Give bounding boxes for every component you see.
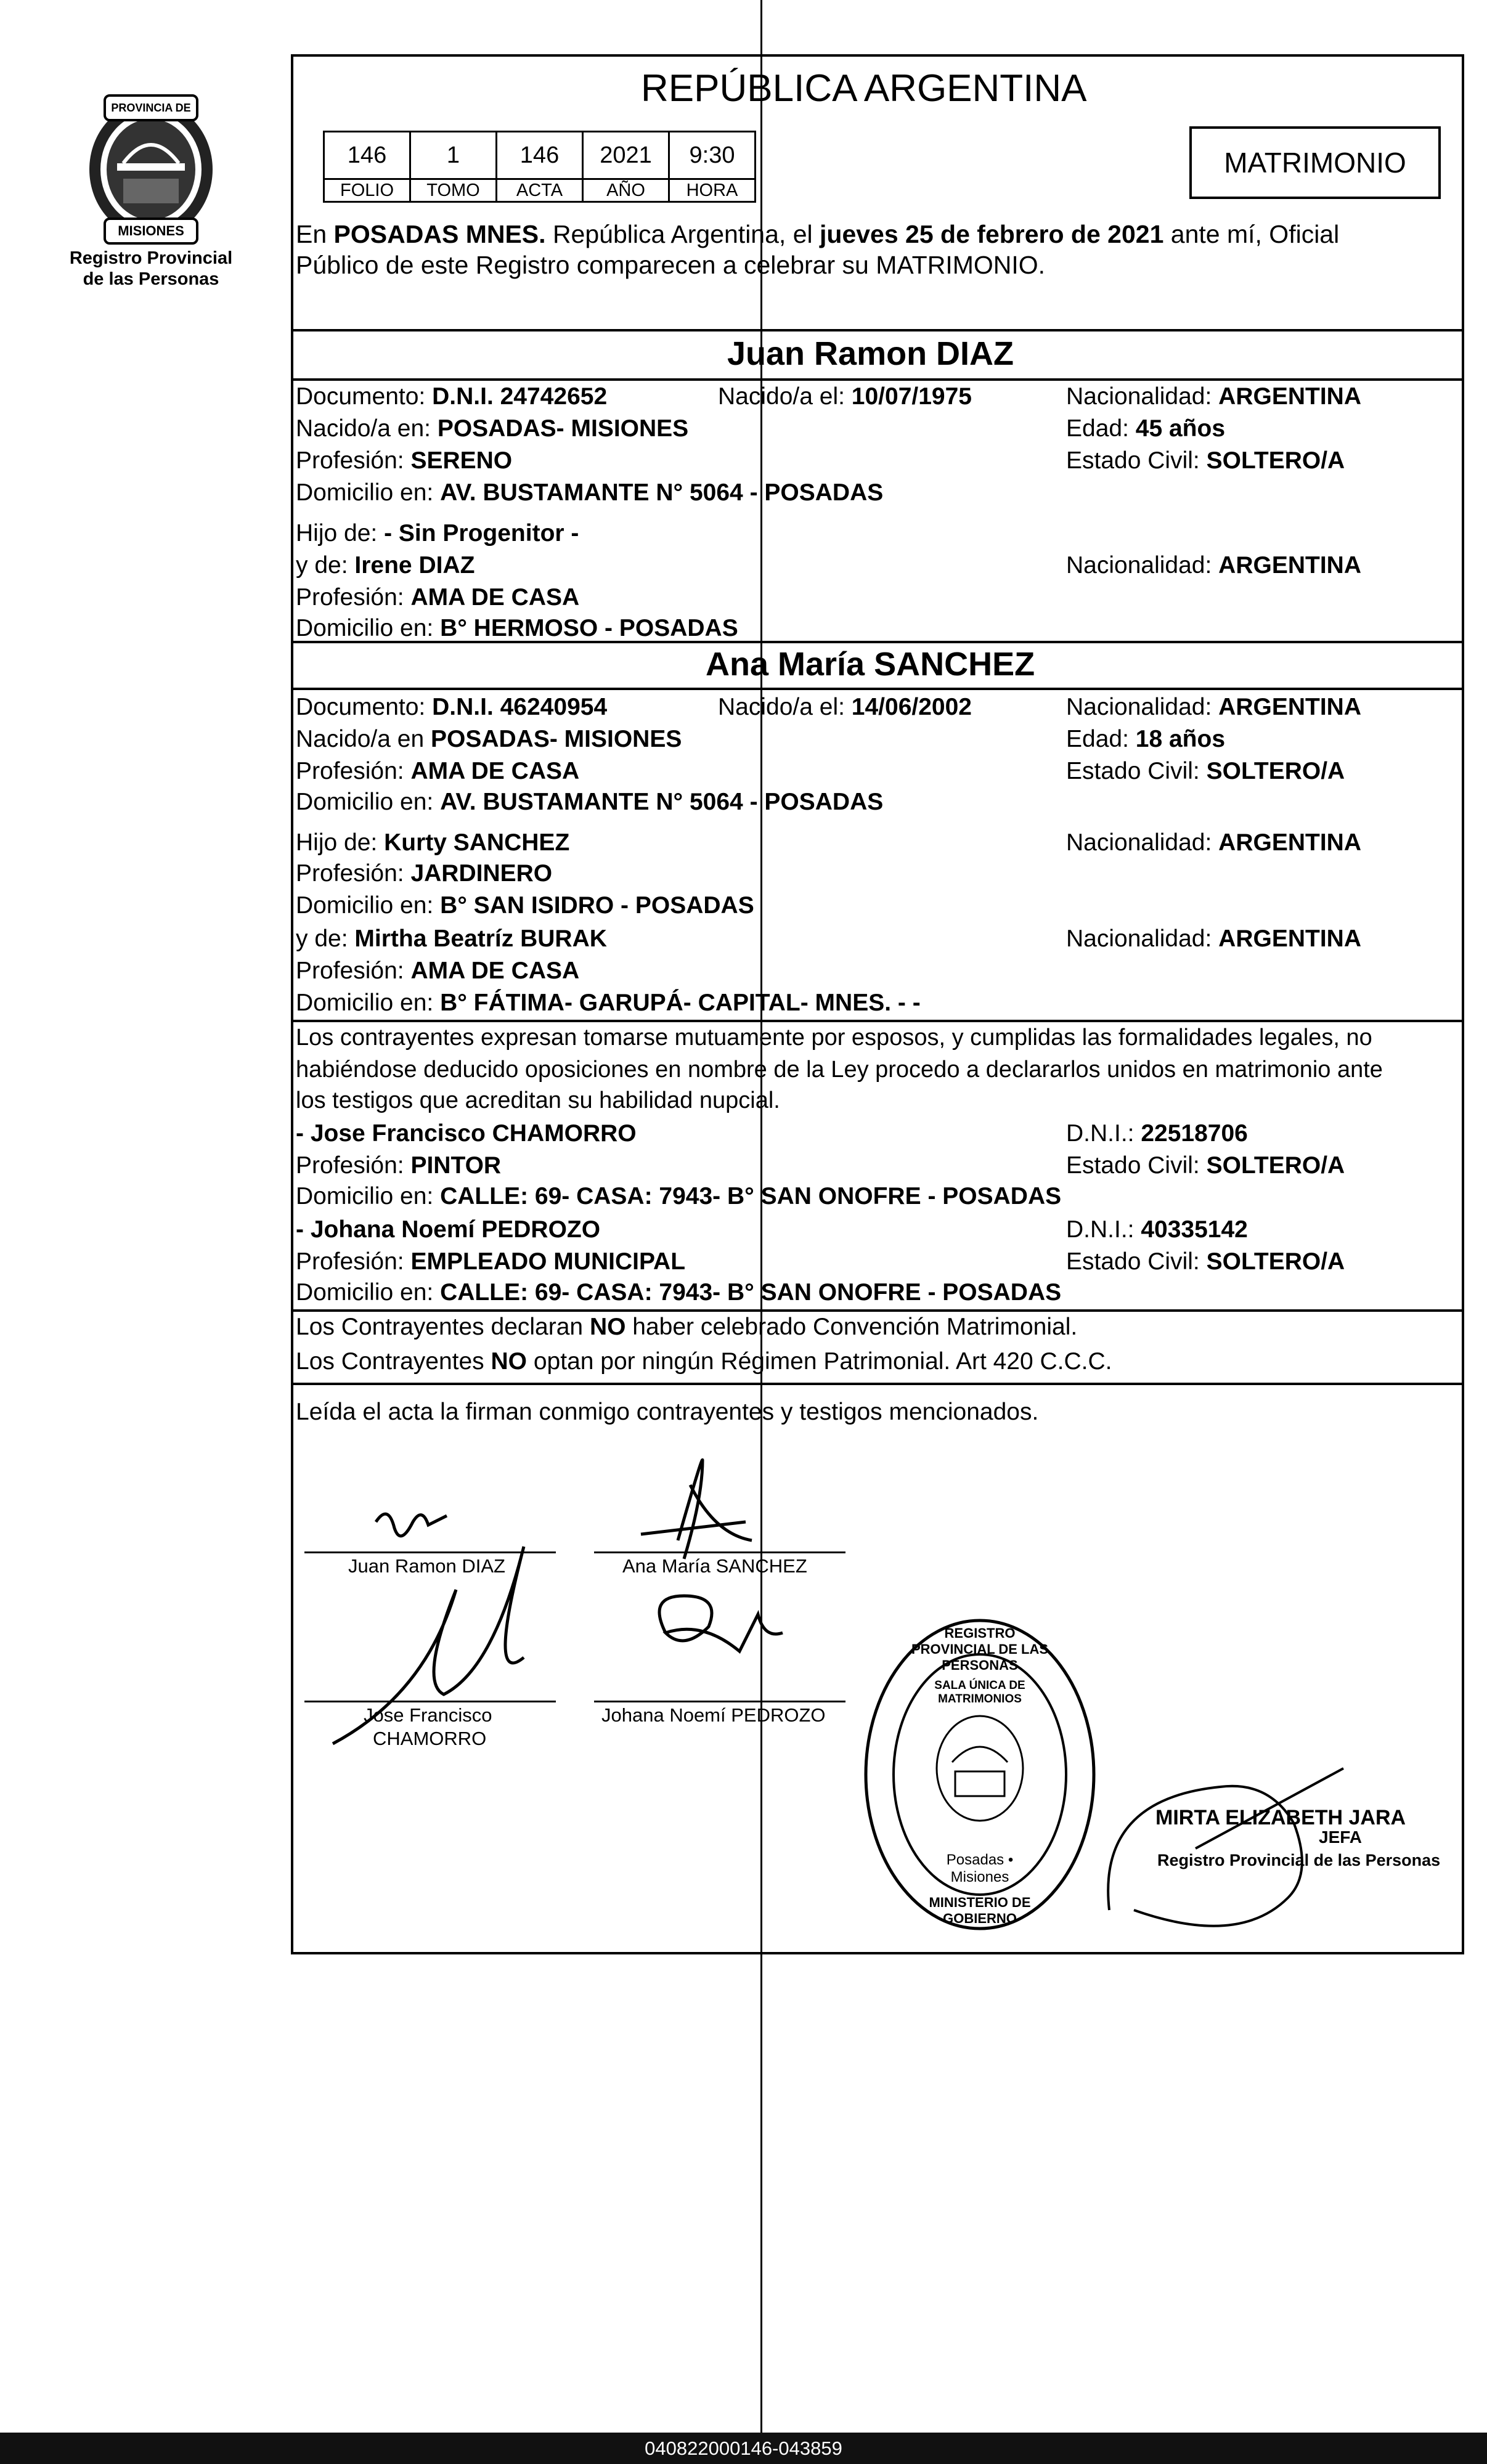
intro-suffix: ante mí, Oficial [1163,220,1340,248]
folio-value: 146 [323,131,411,180]
tomo-value: 1 [409,131,497,180]
hora-value: 9:30 [668,131,756,180]
label: Domicilio en: [296,615,441,641]
spouse1-mother-addr [296,614,738,643]
spouse1-name: Juan Ramon DIAZ [727,335,1014,372]
label: Nacionalidad: [1066,694,1219,720]
spouse1-addr [296,478,883,508]
value: - Sin Progenitor - [384,520,579,547]
value: 45 años [1135,415,1226,442]
intro-prefix: En [296,220,334,248]
intro-line-1 [296,219,1339,249]
seal-bottom-text: MINISTERIO DE GOBIERNO [929,1895,1031,1926]
value: ARGENTINA [1218,694,1362,720]
label: Nacionalidad: [1066,925,1219,952]
value: JARDINERO [410,860,553,887]
value: B° SAN ISIDRO - POSADAS [440,892,754,919]
signature-line-2 [594,1551,845,1553]
witness1-dni [1066,1119,1248,1149]
label: Domicilio en: [296,990,441,1016]
spouse2-father-nat [1066,828,1361,858]
intro-city: POSADAS MNES. [333,220,546,248]
spouse2-nat [1066,693,1361,722]
label: Domicilio en: [296,1183,441,1210]
value: D.N.I. 46240954 [432,694,608,720]
label: D.N.I.: [1066,1120,1141,1147]
witness1-addr [296,1182,1061,1211]
value: AMA DE CASA [410,958,580,984]
intro-line-2: Público de este Registro comparecen a celebrar su MATRIMONIO. [296,251,1046,279]
divider-2 [291,378,1464,381]
spouse1-mother [296,551,475,580]
spouse2-born [718,693,972,722]
spouse1-nat [1066,382,1361,412]
logo-caption [52,248,250,290]
text: Los Contrayentes [296,1348,491,1375]
label: Profesión: [296,447,411,474]
acta-label: ACTA [495,178,584,203]
label: Edad: [1066,726,1136,752]
province-logo [80,89,222,246]
country-title: REPÚBLICA ARGENTINA [641,67,1087,110]
value: CALLE: 69- CASA: 7943- B° SAN ONOFRE - POSADAS [440,1183,1062,1210]
label: Domicilio en: [296,1279,441,1306]
label: Profesión: [296,1248,411,1275]
spouse2-civil [1066,757,1345,786]
document-code: 040822000146-043859 [645,2438,842,2459]
spouse1-born [718,382,972,412]
value: Mirtha Beatríz BURAK [354,925,607,952]
seal-inner-text: SALA ÚNICA DE MATRIMONIOS [934,1679,1025,1706]
officer-office: Registro Provincial de las Personas [1157,1851,1441,1869]
text: Los Contrayentes declaran [296,1314,590,1340]
witness2-addr [296,1278,1061,1307]
label: Hijo de: [296,829,385,856]
label: D.N.I.: [1066,1216,1141,1243]
spouse2-prof [296,757,579,786]
signature-label-2: Ana María SANCHEZ [622,1555,807,1577]
label: Estado Civil: [1066,447,1207,474]
witness1-prof [296,1151,501,1181]
label: y de: [296,925,355,952]
hora-label: HORA [668,178,756,203]
value: SOLTERO/A [1206,758,1345,784]
tomo-label: TOMO [409,178,497,203]
closing-text: Leída el acta la firman conmigo contrayentes y testigos mencionados. [296,1399,1039,1425]
no: NO [491,1348,528,1375]
witness2-civil [1066,1247,1345,1277]
divider-1 [291,329,1464,331]
no: NO [589,1314,626,1340]
witness2-name: - Johana Noemí PEDROZO [296,1216,601,1243]
value: B° FÁTIMA- GARUPÁ- CAPITAL- MNES. - - [440,990,921,1016]
logo-caption-line-1: Registro Provincial [69,248,233,268]
logo-text-top: PROVINCIA DE [111,102,191,114]
value: 22518706 [1141,1120,1248,1147]
value: CALLE: 69- CASA: 7943- B° SAN ONOFRE - POSADAS [440,1279,1062,1306]
label: Profesión: [296,860,411,887]
spouse2-father [296,828,569,858]
spouse1-age [1066,414,1225,444]
text: haber celebrado Convención Matrimonial. [625,1314,1078,1340]
text: optan por ningún Régimen Patrimonial. Art 420 C.C.C. [527,1348,1112,1375]
declaration-line-2: habiéndose deducido oposiciones en nombre de la Ley procedo a declararlos unidos en matrimonio ante [296,1057,1383,1083]
spouse1-civil [1066,446,1345,476]
value: SOLTERO/A [1206,447,1345,474]
officer-title: JEFA [1319,1828,1363,1847]
intro-mid: República Argentina, el [545,220,820,248]
value: PINTOR [410,1152,502,1179]
spouse2-mother-nat [1066,924,1361,954]
value: AMA DE CASA [410,584,580,611]
spouse1-mother-nat [1066,551,1361,580]
spouse2-mother-addr [296,988,921,1018]
value: POSADAS- MISIONES [437,415,689,442]
label: Profesión: [296,584,411,611]
acta-value: 146 [495,131,584,180]
label: Estado Civil: [1066,1152,1207,1179]
label: Estado Civil: [1066,1248,1207,1275]
signature-line-1 [304,1551,556,1553]
value: SERENO [410,447,513,474]
signature-label-4: Johana Noemí PEDROZO [601,1704,826,1726]
declaration-line-3: los testigos que acreditan su habilidad nupcial. [296,1088,780,1113]
value: 18 años [1135,726,1226,752]
value: AV. BUSTAMANTE N° 5064 - POSADAS [440,479,884,506]
label: Domicilio en: [296,892,441,919]
label: Domicilio en: [296,789,441,815]
value: AV. BUSTAMANTE N° 5064 - POSADAS [440,789,884,815]
witness1-civil [1066,1151,1345,1181]
divider-4 [291,688,1464,690]
spouse2-name: Ana María SANCHEZ [706,646,1035,683]
label: Nacido/a el: [718,383,852,410]
label: Nacionalidad: [1066,829,1219,856]
declaration-line-1: Los contrayentes expresan tomarse mutuamente por esposos, y cumplidas las formalidades legales, no [296,1025,1372,1051]
value: ARGENTINA [1218,925,1362,952]
intro-date: jueves 25 de febrero de 2021 [820,220,1164,248]
witness1-name: - Jose Francisco CHAMORRO [296,1120,637,1147]
witness2-dni [1066,1215,1248,1245]
spouse1-doc [296,382,607,412]
value: EMPLEADO MUNICIPAL [410,1248,686,1275]
seal-city-text: Posadas • Misiones [946,1852,1014,1885]
logo-caption-line-2: de las Personas [83,269,219,289]
value: Kurty SANCHEZ [384,829,570,856]
convention-line-2 [296,1347,1112,1376]
label: Nacionalidad: [1066,552,1219,579]
value: ARGENTINA [1218,552,1362,579]
signature-4-scribble [659,1596,783,1651]
label: Nacido/a el: [718,694,852,720]
value: B° HERMOSO - POSADAS [440,615,738,641]
signature-1-scribble [376,1514,447,1536]
anio-value: 2021 [582,131,670,180]
value: D.N.I. 24742652 [432,383,608,410]
label: Nacionalidad: [1066,383,1219,410]
label: Documento: [296,383,433,410]
label: Estado Civil: [1066,758,1207,784]
value: 40335142 [1141,1216,1248,1243]
spouse1-prof [296,446,512,476]
logo-text-bottom: MISIONES [118,223,184,238]
signature-line-3 [304,1701,556,1702]
doc-type-box [1189,126,1441,199]
label: Profesión: [296,1152,411,1179]
value: 14/06/2002 [851,694,972,720]
anio-label: AÑO [582,178,670,203]
officer-signature-scribble [1097,1725,1442,1947]
spouse2-birthplace [296,725,682,754]
divider-7 [291,1383,1464,1385]
officer-name: MIRTA ELIZABETH JARA [1155,1806,1406,1829]
seal-outer-text: REGISTRO PROVINCIAL DE LAS PERSONAS [911,1625,1049,1673]
value: SOLTERO/A [1206,1248,1345,1275]
label: Hijo de: [296,520,385,547]
folio-label: FOLIO [323,178,411,203]
value: ARGENTINA [1218,383,1362,410]
label: Profesión: [296,958,411,984]
value: AMA DE CASA [410,758,580,784]
spouse1-birthplace [296,414,688,444]
label: Documento: [296,694,433,720]
doc-type: MATRIMONIO [1224,147,1406,179]
label: Profesión: [296,758,411,784]
signature-2-scribble [641,1460,752,1559]
convention-line-1 [296,1312,1077,1342]
spouse1-father [296,519,579,548]
value: Irene DIAZ [354,552,475,579]
value: SOLTERO/A [1206,1152,1345,1179]
spouse2-father-addr [296,891,754,921]
official-seal [860,1614,1100,1935]
label: Nacido/a en: [296,415,438,442]
value: POSADAS- MISIONES [430,726,682,752]
divider-5 [291,1020,1464,1022]
signature-line-4 [594,1701,845,1702]
signature-label-3a: Jose Francisco [364,1704,492,1726]
divider-6 [291,1309,1464,1312]
signature-label-1: Juan Ramon DIAZ [348,1555,505,1577]
label: Edad: [1066,415,1136,442]
label: Nacido/a en [296,726,431,752]
document-code-footer [0,2433,1487,2464]
value: 10/07/1975 [851,383,972,410]
label: y de: [296,552,355,579]
signature-label-3b: CHAMORRO [373,1728,487,1749]
witness2-prof [296,1247,685,1277]
label: Domicilio en: [296,479,441,506]
value: ARGENTINA [1218,829,1362,856]
spouse2-mother [296,924,607,954]
spouse1-mother-prof [296,583,579,612]
spouse2-mother-prof [296,956,579,986]
spouse2-addr [296,787,883,817]
spouse2-father-prof [296,859,552,888]
spouse2-age [1066,725,1225,754]
spouse2-doc [296,693,607,722]
